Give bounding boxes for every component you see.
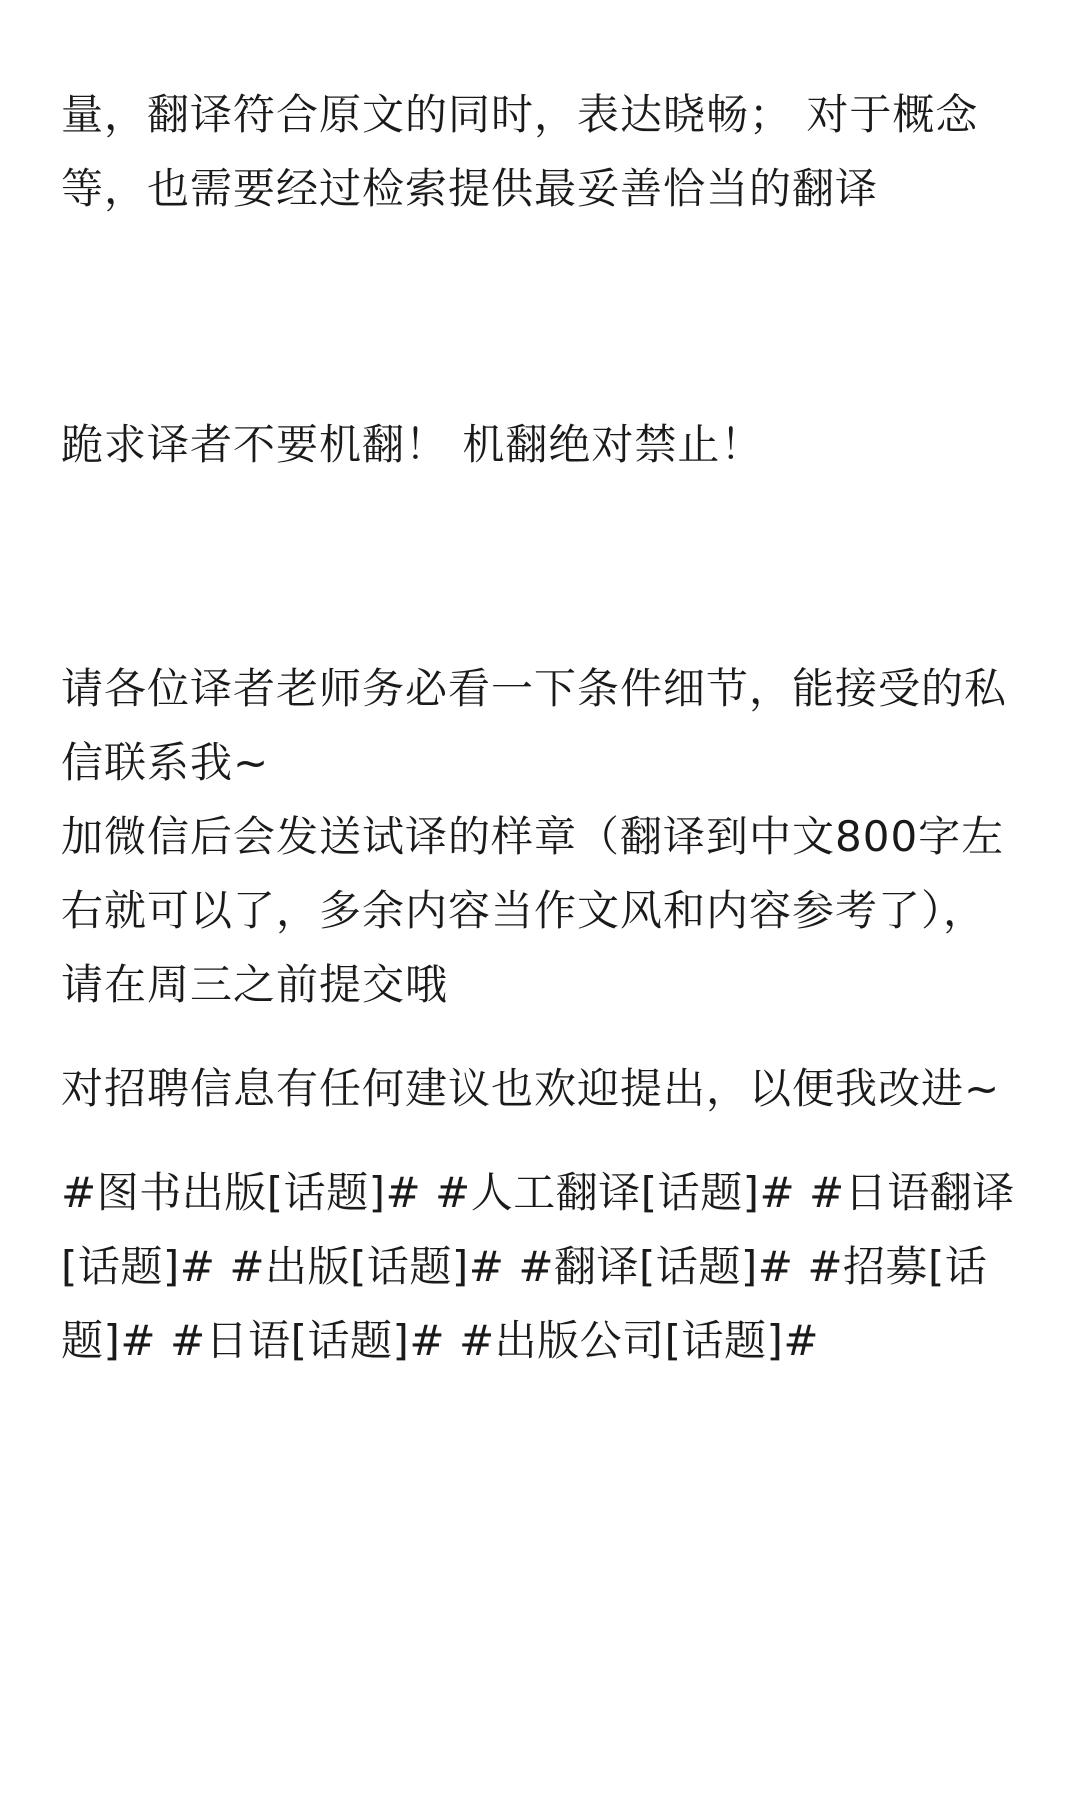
topic-tag-human-translation[interactable]: #人工翻译[话题]# bbox=[435, 1168, 796, 1217]
post-paragraph-trial-translation: 加微信后会发送试译的样章（翻译到中文800字左右就可以了，多余内容当作文风和内容参考了），请在周三之前提交哦 bbox=[61, 812, 1005, 1009]
paragraph-spacer bbox=[61, 1022, 1026, 1052]
paragraph-spacer bbox=[61, 226, 1026, 408]
post-paragraph-requirements: 量，翻译符合原文的同时，表达晓畅； 对于概念等，也需要经过检索提供最妥善恰当的翻译 bbox=[61, 90, 979, 213]
topic-tag-japanese[interactable]: #日语[话题]# bbox=[169, 1316, 446, 1365]
post-body bbox=[61, 78, 1026, 1378]
paragraph-spacer bbox=[61, 1126, 1026, 1156]
post-paragraph-contact: 请各位译者老师务必看一下条件细节，能接受的私信联系我~ bbox=[61, 664, 1008, 787]
topic-tags bbox=[61, 1156, 1026, 1378]
topic-tag-japanese-translation[interactable]: #日语翻译[话题]# bbox=[61, 1168, 1015, 1291]
topic-tag-translation[interactable]: #翻译[话题]# bbox=[518, 1242, 794, 1291]
post-paragraph-no-machine-translation: 跪求译者不要机翻！ 机翻绝对禁止！ bbox=[61, 420, 764, 469]
topic-tag-publishing-company[interactable]: #出版公司[话题]# bbox=[458, 1316, 820, 1365]
post-paragraph-feedback: 对招聘信息有任何建议也欢迎提出，以便我改进~ bbox=[61, 1064, 1001, 1113]
topic-tag-book-publishing[interactable]: #图书出版[话题]# bbox=[61, 1168, 422, 1217]
paragraph-spacer bbox=[61, 482, 1026, 652]
topic-tag-publishing[interactable]: #出版[话题]# bbox=[229, 1242, 505, 1291]
topic-tag-recruiting[interactable]: #招募[话题]# bbox=[61, 1242, 988, 1365]
